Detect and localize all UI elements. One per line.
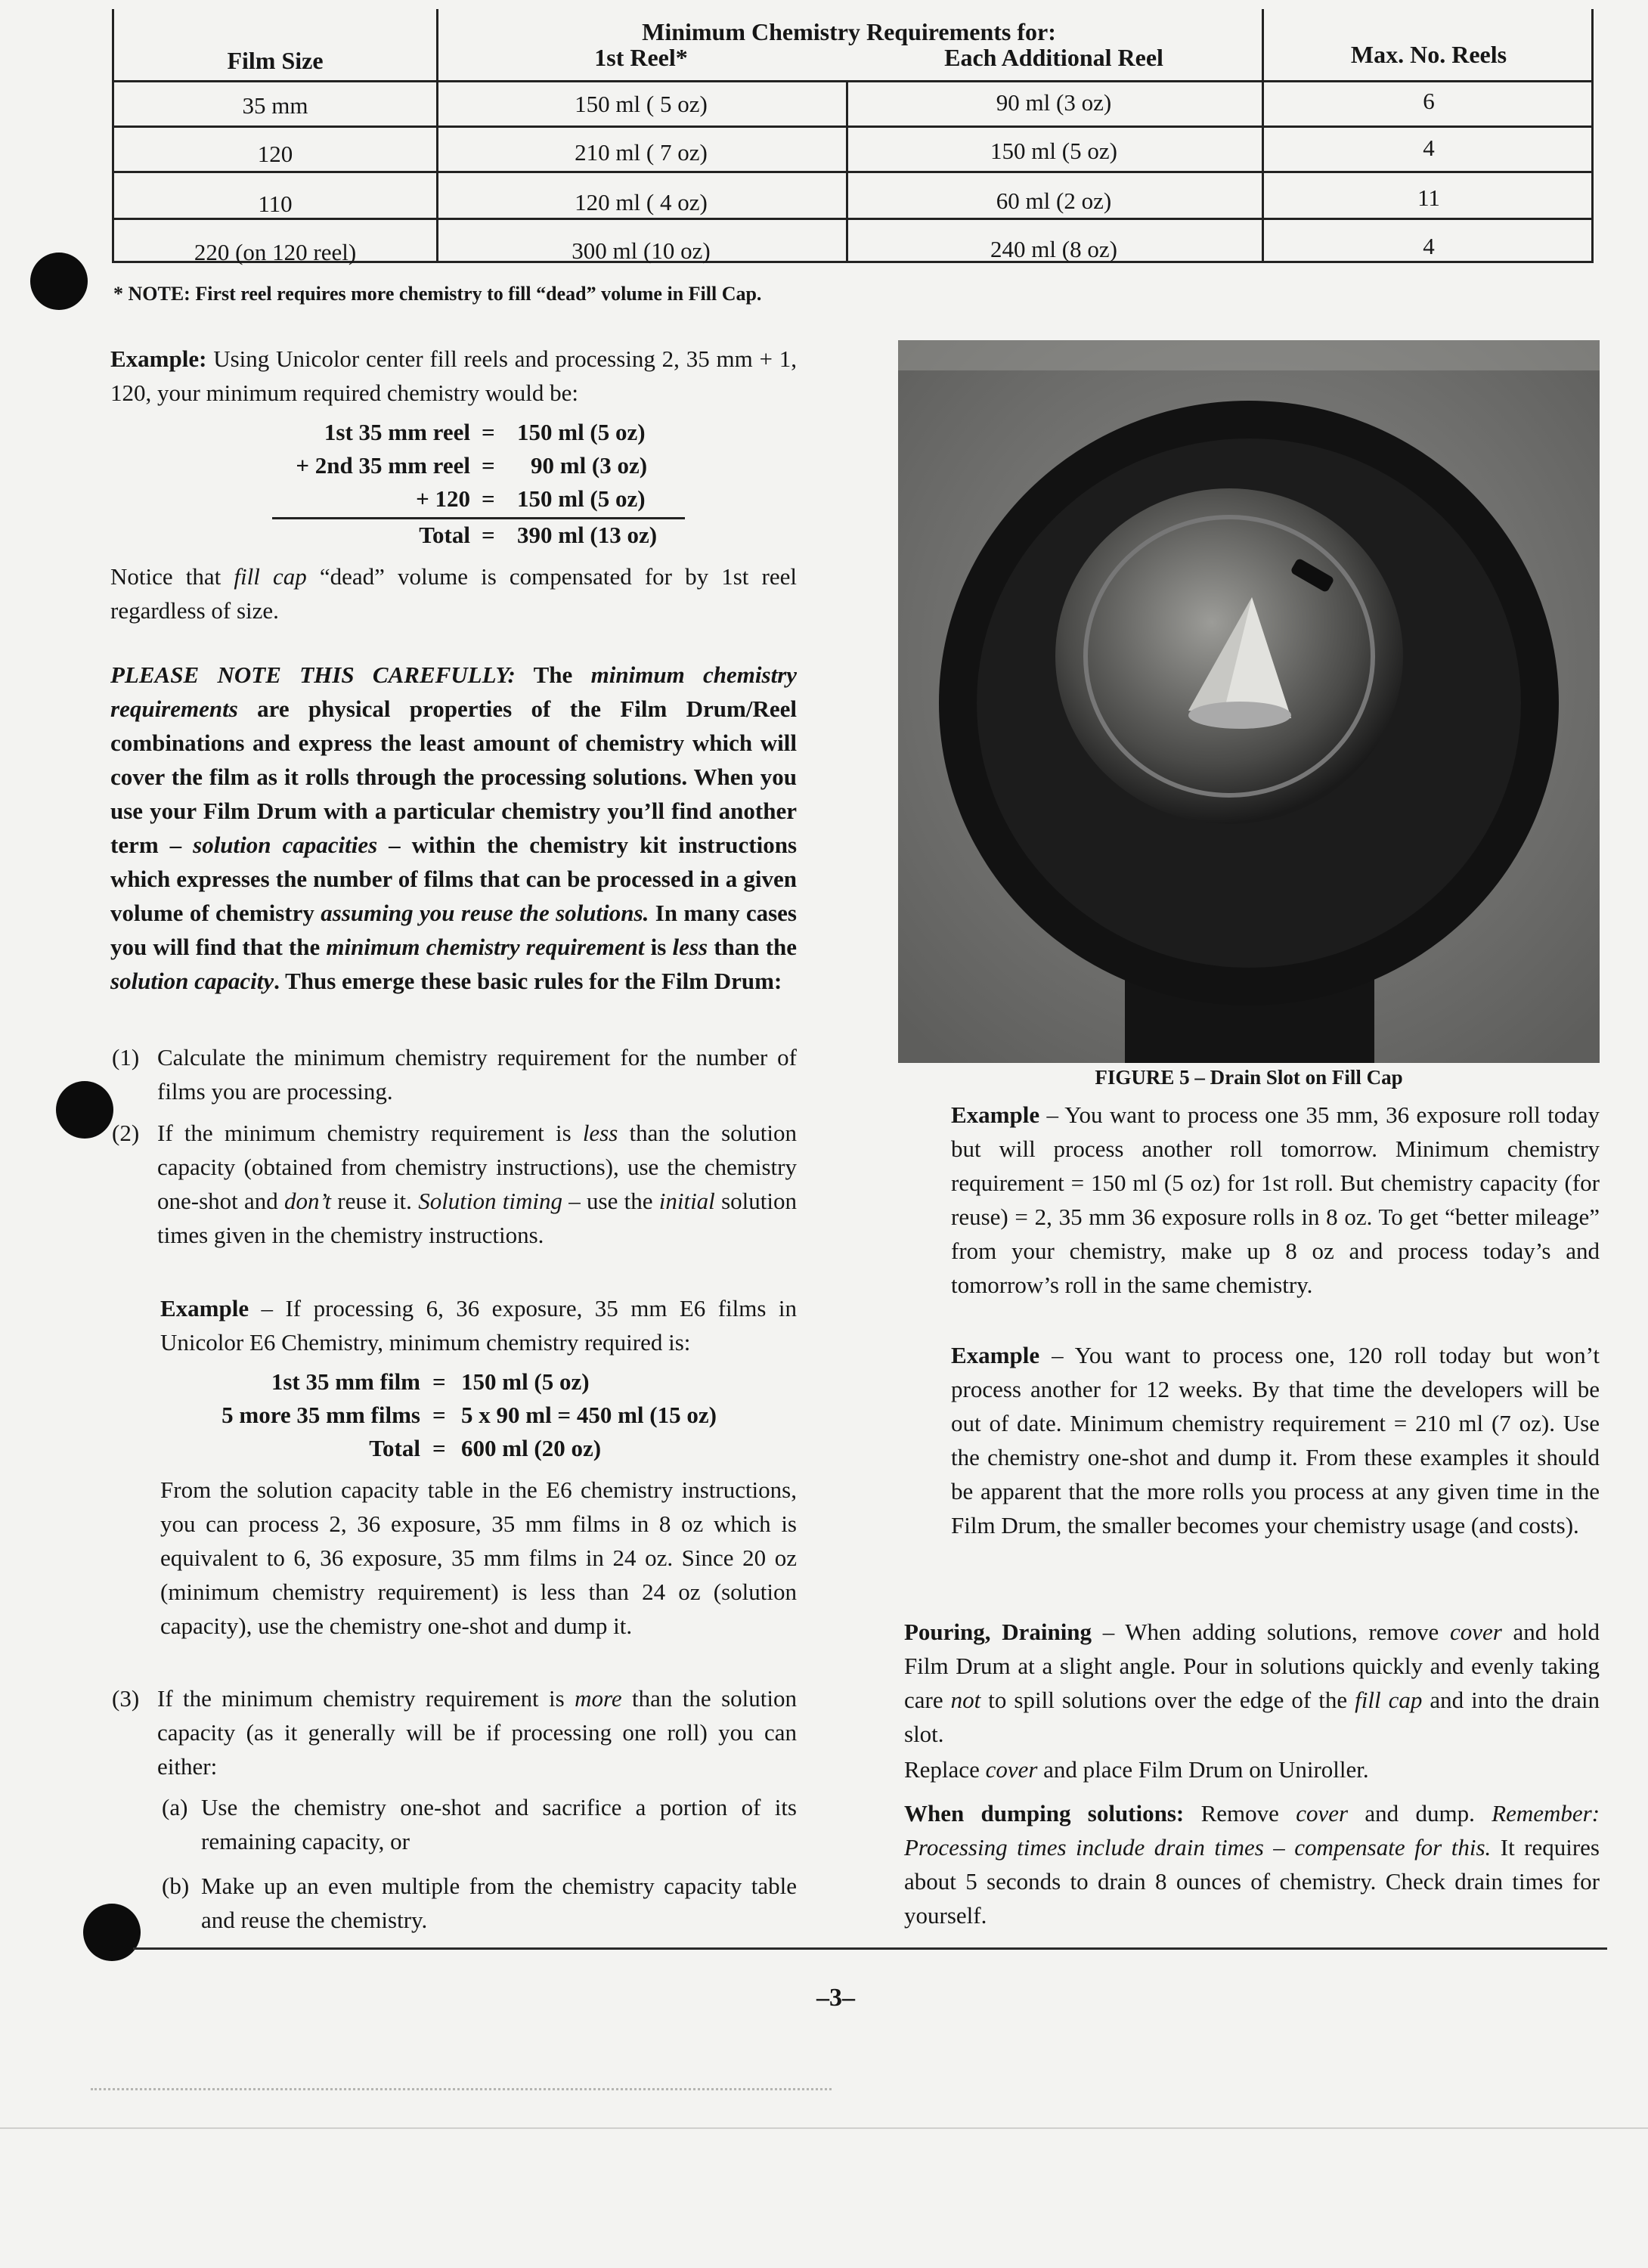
table-footnote: * NOTE: First reel requires more chemistry to fill “dead” volume in Fill Cap. bbox=[113, 283, 762, 305]
header-max-reels: Max. No. Reels bbox=[1350, 41, 1507, 68]
page-bottom-rule bbox=[133, 1947, 1607, 1950]
calc-label: Total bbox=[419, 522, 470, 548]
calc-equals: = bbox=[432, 1435, 446, 1461]
please-note-heading: PLEASE NOTE THIS CAREFULLY: bbox=[110, 662, 516, 688]
punch-hole-top bbox=[30, 253, 88, 310]
calc-equals: = bbox=[482, 419, 495, 445]
table-cell-max: 4 bbox=[1423, 135, 1435, 161]
table-cell-film: 35 mm bbox=[242, 92, 308, 119]
scan-dash-line bbox=[91, 2088, 832, 2090]
table-cell-film: 110 bbox=[258, 191, 293, 217]
header-film-size: Film Size bbox=[227, 47, 324, 74]
table-cell-additional: 60 ml (2 oz) bbox=[996, 187, 1112, 214]
solution-capacity-paragraph: From the solution capacity table in the E6 chemistry instructions, you can process 2, 36 exposure, 35 mm films in 8 oz which is equivalent to 6, 36 exposure, 35 mm films in 24 oz. Since 20 oz (minimum chemistry requirement) is less than 24 oz (solution capacity), use the chemistry one-shot and dump it. bbox=[160, 1476, 797, 1639]
film-drum-fill-cap-illustration bbox=[898, 340, 1600, 1063]
calculation-block-reels bbox=[0, 416, 832, 552]
calc-value: 150 ml (5 oz) bbox=[517, 419, 646, 445]
rule-number-3: (3) bbox=[112, 1685, 140, 1712]
example-center-fill-paragraph: Example: Using Unicolor center fill reels and processing 2, 35 mm + 1, 120, your minimum required chemistry would be: bbox=[110, 345, 797, 406]
table-cell-film: 220 (on 120 reel) bbox=[194, 239, 357, 265]
option-b-number: (b) bbox=[162, 1873, 190, 1899]
calc-equals: = bbox=[432, 1402, 446, 1428]
table-cell-additional: 240 ml (8 oz) bbox=[990, 236, 1117, 262]
drain-slot-photo bbox=[898, 340, 1600, 1063]
table-cell-first: 300 ml (10 oz) bbox=[572, 237, 711, 264]
punch-hole-bottom bbox=[83, 1904, 141, 1961]
calc-value: 390 ml (13 oz) bbox=[517, 522, 658, 548]
header-min-chem-group: Minimum Chemistry Requirements for: bbox=[642, 18, 1056, 45]
dumping-solutions-paragraph: When dumping solutions: Remove cover and dump. Remember: Processing times include drain times – compensate for this. It requires about 5 seconds to drain 8 ounces of chemistry. Check drain times for yourself. bbox=[904, 1800, 1600, 1929]
calc-equals: = bbox=[482, 522, 495, 548]
calc-value: 150 ml (5 oz) bbox=[461, 1368, 590, 1395]
table-cell-max: 11 bbox=[1417, 184, 1440, 211]
calc-label: 1st 35 mm film bbox=[271, 1368, 420, 1395]
pouring-draining-heading: Pouring, Draining bbox=[904, 1619, 1092, 1645]
rule-number-1: (1) bbox=[112, 1044, 140, 1070]
calc-equals: = bbox=[432, 1368, 446, 1395]
table-cell-first: 120 ml ( 4 oz) bbox=[575, 189, 708, 215]
calc-value: 150 ml (5 oz) bbox=[517, 485, 646, 512]
calc-equals: = bbox=[482, 485, 495, 512]
option-a-text: Use the chemistry one-shot and sacrifice a portion of its remaining capacity, or bbox=[201, 1794, 797, 1854]
pouring-draining-paragraph: Pouring, Draining – When adding solutions, remove cover and hold Film Drum at a slight angle. Pour in solutions quickly and evenly taking care not to spill solutions over the edge of the fill cap and into the drain slot. bbox=[904, 1619, 1600, 1747]
table-cell-first: 150 ml ( 5 oz) bbox=[575, 91, 708, 117]
page-number: –3– bbox=[816, 1984, 855, 2012]
calc-value: 600 ml (20 oz) bbox=[461, 1435, 602, 1461]
example-label: Example bbox=[951, 1101, 1040, 1128]
example-35mm-paragraph: Example – You want to process one 35 mm, 36 exposure roll today but will process another roll tomorrow. Minimum chemistry requirement = 150 ml (5 oz) for 1st roll. But chemistry capacity (for reuse) = 2, 35 mm 36 exposure rolls in 8 oz. To get “better mileage” from your chemistry, make up 8 oz and process today’s and tomorrow’s roll in the same chemistry. bbox=[951, 1101, 1600, 1298]
chemistry-requirements-table bbox=[112, 9, 1594, 263]
dumping-solutions-heading: When dumping solutions: bbox=[904, 1800, 1185, 1826]
calc-label: + 120 bbox=[416, 485, 470, 512]
table-cell-max: 6 bbox=[1423, 88, 1435, 114]
figure-caption: FIGURE 5 – Drain Slot on Fill Cap bbox=[1095, 1066, 1403, 1089]
calc-label: + 2nd 35 mm reel bbox=[296, 452, 470, 479]
option-a-number: (a) bbox=[162, 1794, 188, 1820]
calc-label: 5 more 35 mm films bbox=[221, 1402, 420, 1428]
rule-2-text: If the minimum chemistry requirement is less than the solution capacity (obtained from chemistry instructions), use the chemistry one-shot and don’t reuse it. Solution timing – use the initial solution times given in the chemistry instructions. bbox=[157, 1120, 797, 1248]
table-cell-film: 120 bbox=[257, 141, 293, 167]
example-120-paragraph: Example – You want to process one, 120 roll today but won’t process another for 12 weeks. By that time the developers will be out of date. Minimum chemistry requirement = 210 ml (7 oz). Use the chemistry one-shot and dump it. From these examples it should be apparent that the more rolls you process at any given time in the Film Drum, the smaller becomes your chemistry usage (and costs). bbox=[951, 1342, 1600, 1538]
calculation-block-e6 bbox=[0, 1365, 832, 1471]
header-first-reel: 1st Reel* bbox=[594, 44, 688, 71]
table-cell-max: 4 bbox=[1423, 233, 1435, 259]
example-e6-paragraph: Example – If processing 6, 36 exposure, 35 mm E6 films in Unicolor E6 Chemistry, minimum chemistry required is: bbox=[160, 1295, 797, 1356]
example-label: Example bbox=[951, 1342, 1040, 1368]
replace-cover-paragraph: Replace cover and place Film Drum on Uniroller. bbox=[904, 1756, 1369, 1783]
example-label: Example: bbox=[110, 345, 207, 372]
table-cell-additional: 150 ml (5 oz) bbox=[990, 138, 1117, 164]
calc-value: 5 x 90 ml = 450 ml (15 oz) bbox=[461, 1402, 717, 1428]
table-cell-additional: 90 ml (3 oz) bbox=[996, 89, 1112, 116]
scan-edge-line bbox=[0, 2127, 1648, 2129]
option-b-text: Make up an even multiple from the chemistry capacity table and reuse the chemistry. bbox=[201, 1873, 797, 1933]
please-note-paragraph: PLEASE NOTE THIS CAREFULLY: The minimum chemistry requirements are physical properties of the Film Drum/Reel combinations and express the least amount of chemistry which will cover the film as it rolls through the processing solutions. When you use your Film Drum with a particular chemistry you’ll find another term – solution capacities – within the chemistry kit instructions which expresses the number of films that can be processed in a given volume of chemistry assuming you reuse the solutions. In many cases you will find that the minimum chemistry requirement is less than the solution capacity. Thus emerge these basic rules for the Film Drum: bbox=[110, 662, 798, 994]
calc-label: Total bbox=[369, 1435, 420, 1461]
rule-1-text: Calculate the minimum chemistry requirement for the number of films you are processing. bbox=[157, 1044, 797, 1105]
table-cell-first: 210 ml ( 7 oz) bbox=[575, 139, 708, 166]
header-each-additional-reel: Each Additional Reel bbox=[944, 44, 1163, 71]
calc-label: 1st 35 mm reel bbox=[324, 419, 470, 445]
calc-value: 90 ml (3 oz) bbox=[531, 452, 648, 479]
calc-equals: = bbox=[482, 452, 495, 479]
notice-paragraph: Notice that fill cap “dead” volume is compensated for by 1st reel regardless of size. bbox=[110, 563, 797, 624]
rule-3-text: If the minimum chemistry requirement is more than the solution capacity (as it generally will be if processing one roll) you can either: bbox=[157, 1685, 797, 1780]
rule-number-2: (2) bbox=[112, 1120, 140, 1146]
punch-hole-middle bbox=[56, 1081, 113, 1139]
example-label: Example bbox=[160, 1295, 249, 1321]
